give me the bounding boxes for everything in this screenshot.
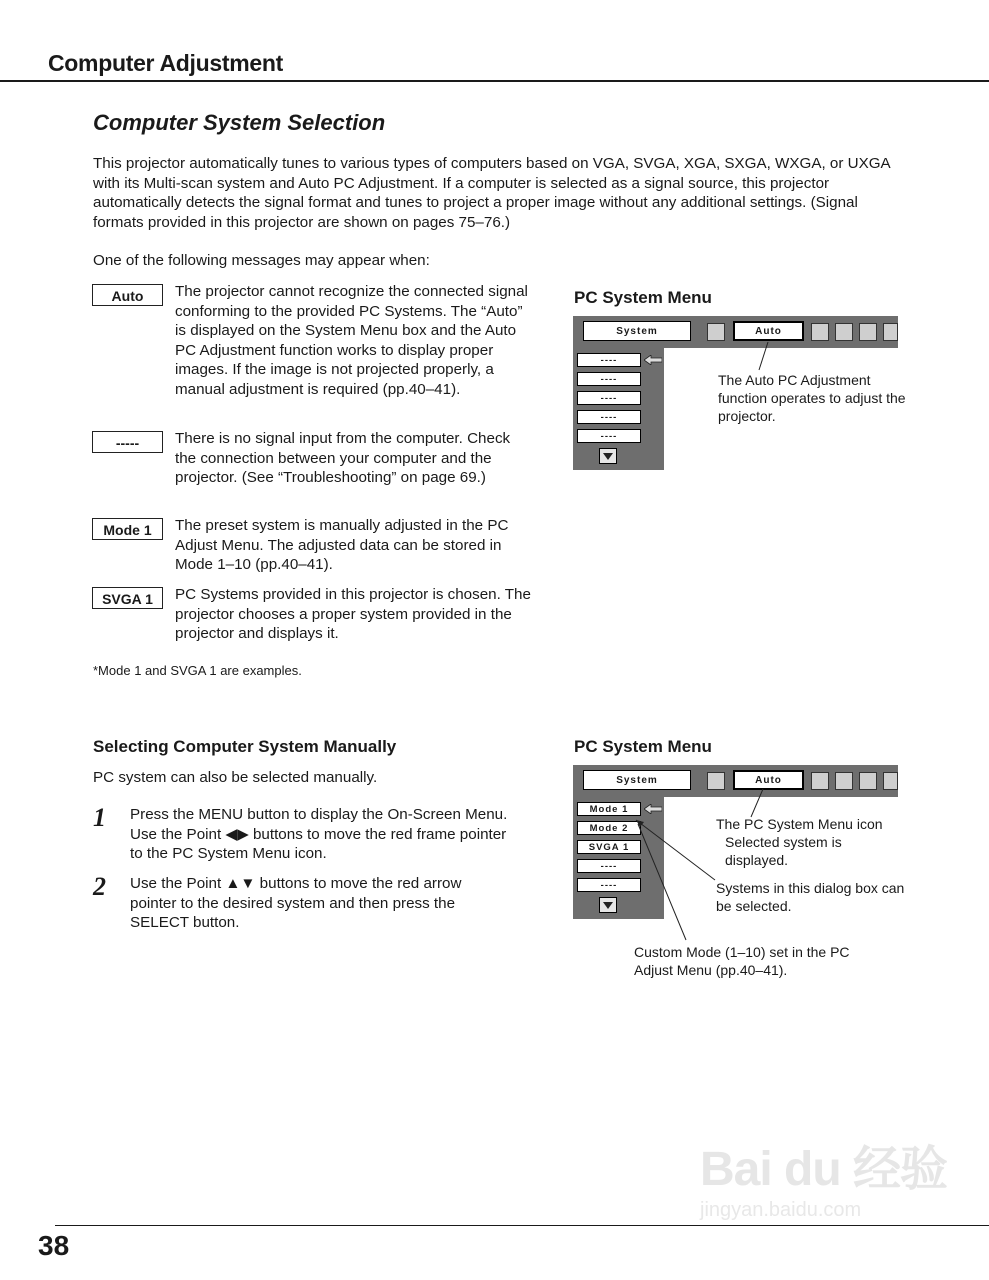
menu1-caption: The Auto PC Adjustment function operates to adjust the projector. — [718, 372, 906, 424]
image-select-icon — [835, 323, 853, 341]
message-label-auto: Auto — [92, 284, 163, 306]
message-text-auto: The projector cannot recognize the connected signal conforming to the provided PC Systems. The “Auto” is displayed on the System Menu box and the Auto PC Adjustment function works to display proper images. If the image is not projected properly, a manual adjustment is required (pp.40–41). — [175, 283, 528, 398]
manual-intro: PC system can also be selected manually. — [93, 769, 378, 786]
system-item: SVGA 1 — [577, 840, 641, 854]
pc-system-icon — [707, 323, 725, 341]
auto-label: Auto — [733, 770, 804, 790]
menu2-caption-custom: Custom Mode (1–10) set in the PC Adjust Menu (pp.40–41). — [634, 944, 850, 978]
system-item: ---- — [577, 410, 641, 424]
message-text-mode1: The preset system is manually adjusted in the PC Adjust Menu. The adjusted data can be stored in Mode 1–10 (pp.40–41). — [175, 517, 509, 573]
header-divider — [0, 80, 989, 82]
step-text: Press the MENU button to display the On-Screen Menu. Use the Point ◀▶ buttons to move the red frame pointer to the PC System Menu icon. — [130, 806, 508, 862]
system-item: ---- — [577, 391, 641, 405]
auto-label: Auto — [733, 321, 804, 341]
watermark — [700, 1130, 947, 1222]
pc-adjust-icon — [811, 323, 829, 341]
watermark-url: jingyan.baidu.com — [700, 1199, 862, 1221]
menu2-caption-selected: Selected system is displayed. — [725, 834, 842, 868]
system-label: System — [583, 321, 691, 341]
messages-lead: One of the following messages may appear when: — [93, 252, 430, 269]
system-item: ---- — [577, 859, 641, 873]
message-label-no-signal: ----- — [92, 431, 163, 453]
system-item: Mode 1 — [577, 802, 641, 816]
system-item: ---- — [577, 372, 641, 386]
watermark-logo: Bai du 经验 — [700, 1143, 948, 1196]
menu1-title: PC System Menu — [574, 288, 712, 307]
menu-bar — [573, 316, 898, 348]
message-text-svga1: PC Systems provided in this projector is chosen. The projector chooses a proper system provided in the projector and displays it. — [175, 586, 531, 642]
image-select-icon — [835, 772, 853, 790]
system-item: ---- — [577, 429, 641, 443]
image-adjust-icon — [859, 772, 877, 790]
callout-lines — [620, 780, 740, 950]
menu2-caption-systems: Systems in this dialog box can be selected. — [716, 880, 905, 914]
step-number: 2 — [93, 872, 106, 901]
footer-divider — [55, 1225, 989, 1226]
scroll-down-icon — [599, 448, 617, 464]
system-item: ---- — [577, 878, 641, 892]
screen-icon — [883, 323, 898, 341]
callout-line — [755, 340, 775, 372]
pc-adjust-icon — [811, 772, 829, 790]
message-label-svga1: SVGA 1 — [92, 587, 163, 609]
system-item: Mode 2 — [577, 821, 641, 835]
screen-icon — [883, 772, 898, 790]
step-number: 1 — [93, 803, 106, 832]
menu2-caption-icon: The PC System Menu icon — [716, 816, 883, 832]
step-text: Use the Point ▲▼ buttons to move the red arrow pointer to the desired system and then press the SELECT button. — [130, 875, 462, 931]
image-adjust-icon — [859, 323, 877, 341]
intro-paragraph: This projector automatically tunes to various types of computers based on VGA, SVGA, XGA, SXGA, WXGA, or UXGA with its Multi-scan system and Auto PC Adjustment. If a computer is selected as a signal source, this projector automatically detects the signal format and tunes to project a proper image without any additional settings. (Signal formats provided in this projector are shown on pages 75–76.) — [93, 155, 890, 231]
section-title: Computer System Selection — [93, 110, 386, 135]
manual-title: Selecting Computer System Manually — [93, 737, 397, 756]
system-label: System — [583, 770, 691, 790]
message-label-mode1: Mode 1 — [92, 518, 163, 540]
scroll-down-icon — [599, 897, 617, 913]
message-text-no-signal: There is no signal input from the computer. Check the connection between your computer and the projector. (See “Troubleshooting” on page 69.) — [175, 430, 511, 486]
system-item: ---- — [577, 353, 641, 367]
system-list-panel — [573, 348, 664, 470]
menu2-title: PC System Menu — [574, 737, 712, 756]
page-number: 38 — [38, 1230, 70, 1261]
page-header-title: Computer Adjustment — [48, 50, 283, 76]
footnote: *Mode 1 and SVGA 1 are examples. — [93, 663, 302, 678]
pointer-arrow-icon — [644, 355, 662, 365]
